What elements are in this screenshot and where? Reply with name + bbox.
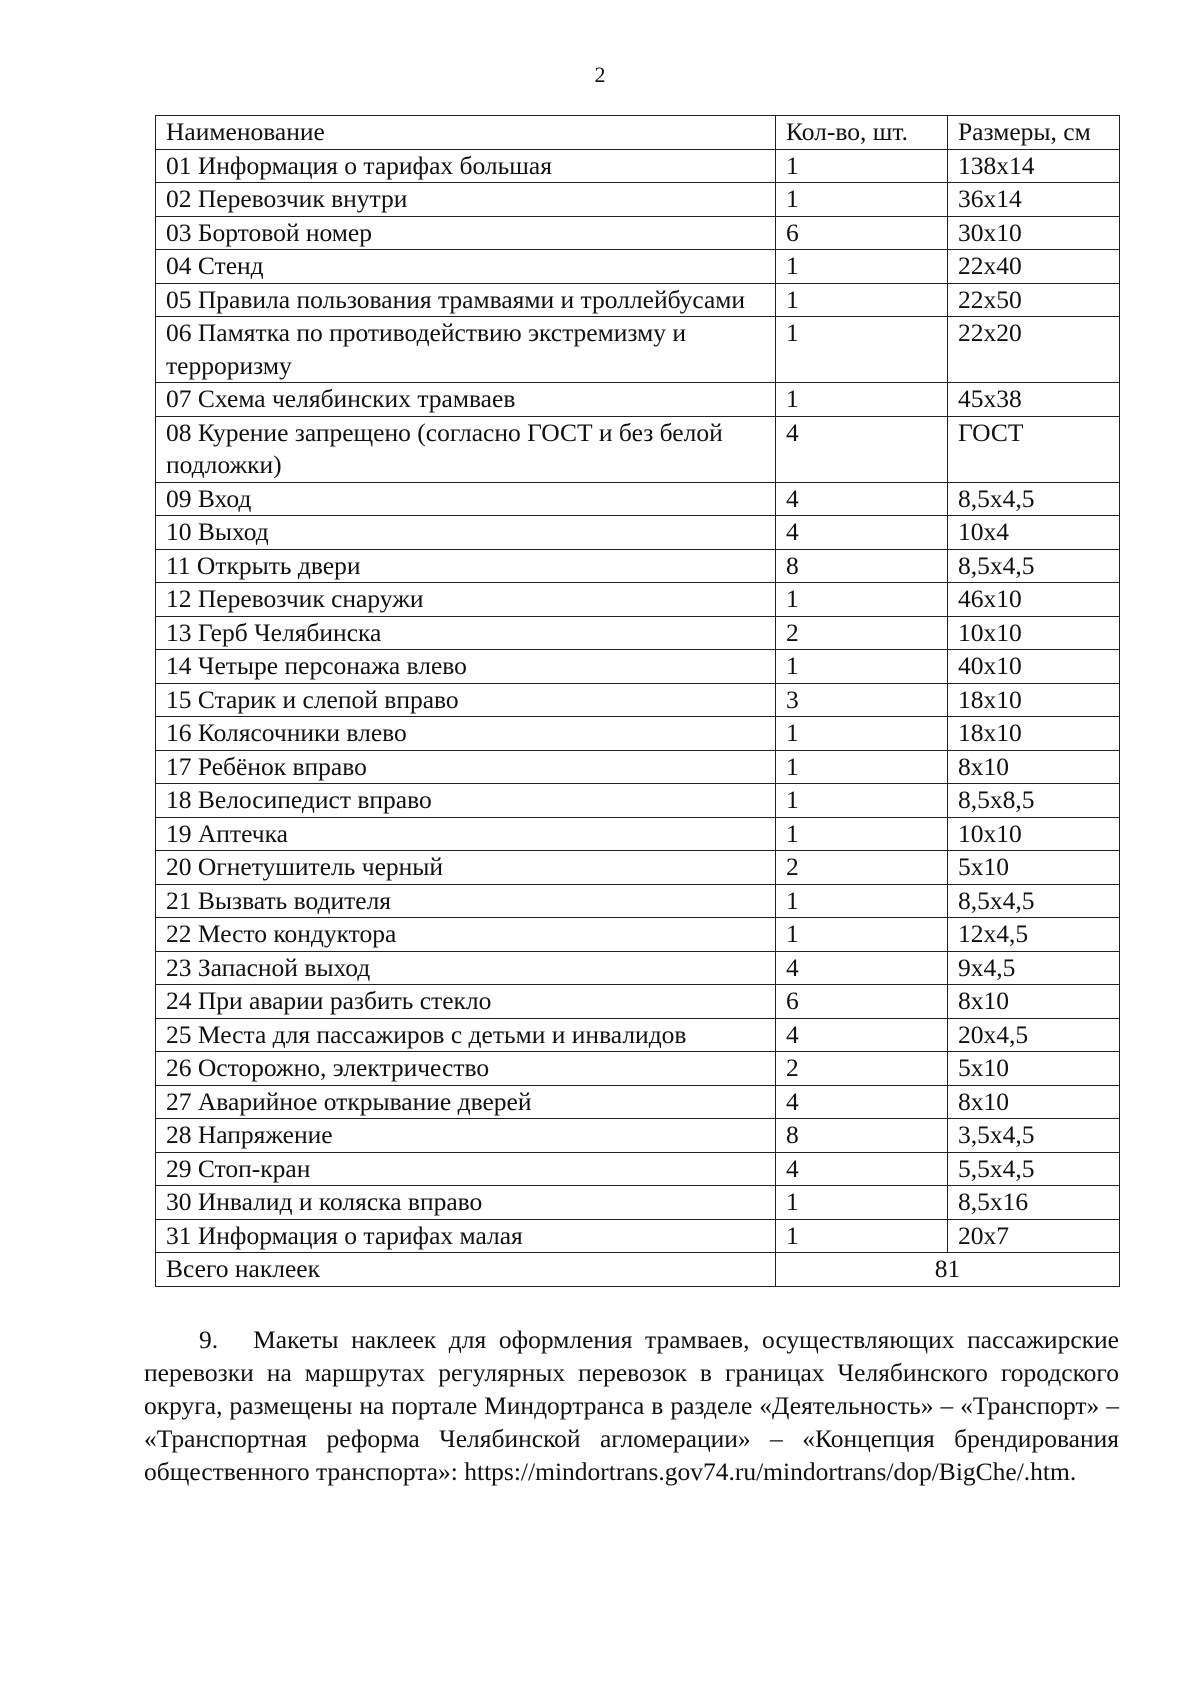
cell-name: 31 Информация о тарифах малая <box>156 1219 776 1253</box>
cell-size: 3,5x4,5 <box>948 1119 1120 1153</box>
cell-quantity: 1 <box>776 650 948 684</box>
cell-size: 22x40 <box>948 250 1120 284</box>
cell-size: 8,5x4,5 <box>948 884 1120 918</box>
cell-quantity: 2 <box>776 851 948 885</box>
cell-name: 08 Курение запрещено (согласно ГОСТ и без белой подложки) <box>156 416 776 482</box>
cell-size: 10x10 <box>948 817 1120 851</box>
cell-size: 8,5x16 <box>948 1186 1120 1220</box>
cell-name: 19 Аптечка <box>156 817 776 851</box>
cell-size: 138x14 <box>948 149 1120 183</box>
page-number: 2 <box>594 62 606 87</box>
table-row <box>156 149 1120 183</box>
cell-name: 10 Выход <box>156 516 776 550</box>
table-row <box>156 283 1120 317</box>
cell-name: 18 Велосипедист вправо <box>156 784 776 818</box>
total-label: Всего наклеек <box>156 1253 776 1287</box>
cell-name: 27 Аварийное открывание дверей <box>156 1085 776 1119</box>
cell-quantity: 1 <box>776 918 948 952</box>
cell-quantity: 1 <box>776 750 948 784</box>
table-row <box>156 216 1120 250</box>
cell-size: 45x38 <box>948 383 1120 417</box>
cell-size: 10x10 <box>948 616 1120 650</box>
cell-size: 8x10 <box>948 985 1120 1019</box>
cell-size: ГОСТ <box>948 416 1120 482</box>
cell-quantity: 8 <box>776 1119 948 1153</box>
cell-quantity: 1 <box>776 383 948 417</box>
cell-name: 17 Ребёнок вправо <box>156 750 776 784</box>
total-row <box>156 1253 1120 1287</box>
table-row <box>156 750 1120 784</box>
cell-size: 9x4,5 <box>948 951 1120 985</box>
cell-name: 12 Перевозчик снаружи <box>156 583 776 617</box>
stickers-table <box>155 115 1120 1287</box>
cell-quantity: 6 <box>776 216 948 250</box>
table-row <box>156 884 1120 918</box>
cell-size: 8,5x4,5 <box>948 549 1120 583</box>
cell-size: 30x10 <box>948 216 1120 250</box>
cell-name: 21 Вызвать водителя <box>156 884 776 918</box>
cell-name: 24 При аварии разбить стекло <box>156 985 776 1019</box>
cell-quantity: 1 <box>776 317 948 383</box>
table-body <box>156 149 1120 1253</box>
cell-quantity: 4 <box>776 482 948 516</box>
cell-name: 09 Вход <box>156 482 776 516</box>
cell-name: 02 Перевозчик внутри <box>156 183 776 217</box>
cell-quantity: 1 <box>776 250 948 284</box>
cell-name: 13 Герб Челябинска <box>156 616 776 650</box>
header-size: Размеры, см <box>948 116 1120 150</box>
cell-size: 8x10 <box>948 1085 1120 1119</box>
total-value: 81 <box>776 1253 1120 1287</box>
cell-quantity: 1 <box>776 183 948 217</box>
cell-name: 23 Запасной выход <box>156 951 776 985</box>
table-row <box>156 1186 1120 1220</box>
table-row <box>156 1052 1120 1086</box>
cell-size: 40x10 <box>948 650 1120 684</box>
cell-quantity: 1 <box>776 283 948 317</box>
cell-name: 29 Стоп-кран <box>156 1152 776 1186</box>
cell-name: 04 Стенд <box>156 250 776 284</box>
paragraph-number: 9. <box>199 1325 219 1354</box>
table-row <box>156 516 1120 550</box>
cell-name: 01 Информация о тарифах большая <box>156 149 776 183</box>
table-row <box>156 416 1120 482</box>
cell-size: 20x4,5 <box>948 1018 1120 1052</box>
cell-quantity: 3 <box>776 683 948 717</box>
cell-name: 25 Места для пассажиров с детьми и инвалидов <box>156 1018 776 1052</box>
table-row <box>156 650 1120 684</box>
table-header-row <box>156 116 1120 150</box>
table-row <box>156 851 1120 885</box>
cell-size: 18x10 <box>948 717 1120 751</box>
cell-size: 8x10 <box>948 750 1120 784</box>
cell-quantity: 1 <box>776 784 948 818</box>
cell-size: 46x10 <box>948 583 1120 617</box>
cell-name: 16 Колясочники влево <box>156 717 776 751</box>
cell-name: 11 Открыть двери <box>156 549 776 583</box>
cell-quantity: 4 <box>776 1152 948 1186</box>
cell-name: 26 Осторожно, электричество <box>156 1052 776 1086</box>
cell-quantity: 1 <box>776 149 948 183</box>
table-row <box>156 683 1120 717</box>
cell-size: 22x50 <box>948 283 1120 317</box>
cell-quantity: 1 <box>776 583 948 617</box>
cell-quantity: 4 <box>776 416 948 482</box>
table-row <box>156 183 1120 217</box>
cell-quantity: 1 <box>776 1186 948 1220</box>
table-row <box>156 918 1120 952</box>
cell-quantity: 1 <box>776 717 948 751</box>
cell-quantity: 2 <box>776 616 948 650</box>
paragraph-9 <box>144 1323 1119 1488</box>
cell-name: 07 Схема челябинских трамваев <box>156 383 776 417</box>
table-row <box>156 583 1120 617</box>
cell-size: 8,5x4,5 <box>948 482 1120 516</box>
cell-name: 03 Бортовой номер <box>156 216 776 250</box>
cell-size: 12x4,5 <box>948 918 1120 952</box>
cell-quantity: 4 <box>776 516 948 550</box>
cell-quantity: 4 <box>776 1085 948 1119</box>
cell-quantity: 8 <box>776 549 948 583</box>
table-row <box>156 317 1120 383</box>
cell-name: 05 Правила пользования трамваями и троллейбусами <box>156 283 776 317</box>
cell-quantity: 1 <box>776 884 948 918</box>
header-name: Наименование <box>156 116 776 150</box>
table-row <box>156 616 1120 650</box>
cell-size: 22x20 <box>948 317 1120 383</box>
cell-quantity: 1 <box>776 817 948 851</box>
table-row <box>156 1219 1120 1253</box>
cell-name: 15 Старик и слепой вправо <box>156 683 776 717</box>
cell-size: 5,5x4,5 <box>948 1152 1120 1186</box>
cell-name: 22 Место кондуктора <box>156 918 776 952</box>
table-row <box>156 1018 1120 1052</box>
paragraph-text: Макеты наклеек для оформления трамваев, осуществляющих пассажирские перевозки на маршрутах регулярных перевозок в границах Челябинского городского округа, размещены на портале Миндортранса в разделе «Деятельность» – «Транспорт» – «Транспортная реформа Челябинской агломерации» – «Концепция брендирования общественного транспорта»: https://mindortrans.gov74.ru/mindortrans/dop/BigChe/.htm. <box>144 1325 1119 1486</box>
table-row <box>156 250 1120 284</box>
cell-size: 20x7 <box>948 1219 1120 1253</box>
table-row <box>156 383 1120 417</box>
table-row <box>156 717 1120 751</box>
table-row <box>156 951 1120 985</box>
table-row <box>156 784 1120 818</box>
table-row <box>156 985 1120 1019</box>
cell-name: 28 Напряжение <box>156 1119 776 1153</box>
table-row <box>156 1085 1120 1119</box>
cell-quantity: 6 <box>776 985 948 1019</box>
cell-name: 20 Огнетушитель черный <box>156 851 776 885</box>
cell-size: 8,5x8,5 <box>948 784 1120 818</box>
cell-name: 06 Памятка по противодействию экстремизму и терроризму <box>156 317 776 383</box>
cell-quantity: 4 <box>776 1018 948 1052</box>
cell-size: 36x14 <box>948 183 1120 217</box>
cell-name: 14 Четыре персонажа влево <box>156 650 776 684</box>
cell-size: 10x4 <box>948 516 1120 550</box>
cell-quantity: 4 <box>776 951 948 985</box>
table-row <box>156 1152 1120 1186</box>
cell-quantity: 1 <box>776 1219 948 1253</box>
table-row <box>156 817 1120 851</box>
table-row <box>156 482 1120 516</box>
cell-size: 5x10 <box>948 851 1120 885</box>
table-row <box>156 1119 1120 1153</box>
cell-name: 30 Инвалид и коляска вправо <box>156 1186 776 1220</box>
cell-quantity: 2 <box>776 1052 948 1086</box>
table-row <box>156 549 1120 583</box>
cell-size: 18x10 <box>948 683 1120 717</box>
header-quantity: Кол-во, шт. <box>776 116 948 150</box>
cell-size: 5x10 <box>948 1052 1120 1086</box>
